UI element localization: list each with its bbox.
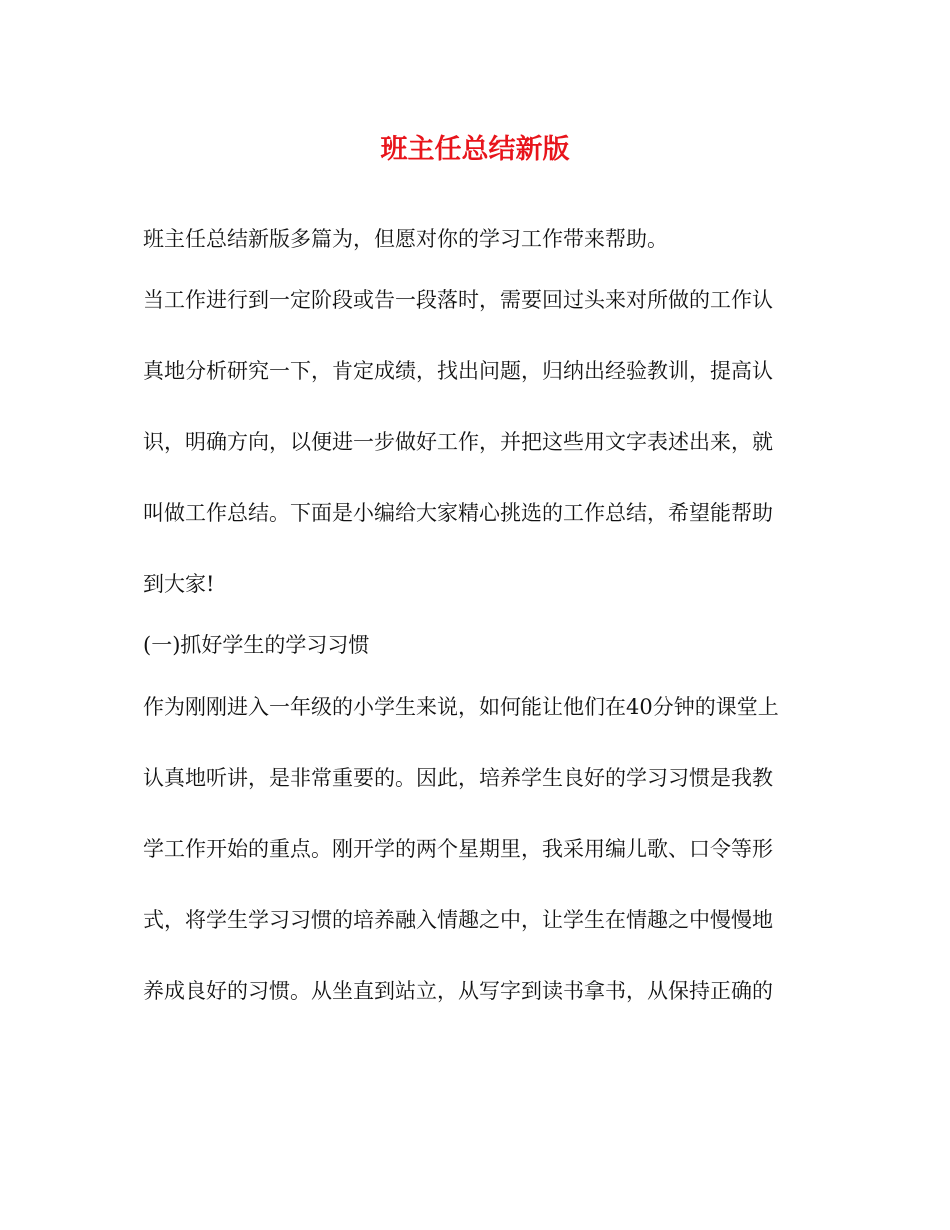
paragraph-line: 认真地听讲，是非常重要的。因此，培养学生良好的学习习惯是我教: [143, 766, 773, 790]
paragraph-line: 到大家!: [143, 572, 215, 596]
section-heading: (一)抓好学生的学习习惯: [143, 633, 370, 657]
paragraph-line: 叫做工作总结。下面是小编给大家精心挑选的工作总结，希望能帮助: [143, 501, 773, 525]
paragraph-line: 当工作进行到一定阶段或告一段落时，需要回过头来对所做的工作认: [143, 288, 773, 312]
document-title: 班主任总结新版: [380, 134, 570, 165]
paragraph-line: 学工作开始的重点。刚开学的两个星期里，我采用编儿歌、口令等形: [143, 837, 773, 861]
intro-line: 班主任总结新版多篇为，但愿对你的学习工作带来帮助。: [143, 227, 668, 251]
paragraph-line: 养成良好的习惯。从坐直到站立，从写字到读书拿书，从保持正确的: [143, 979, 773, 1003]
paragraph-line: 式，将学生学习习惯的培养融入情趣之中，让学生在情趣之中慢慢地: [143, 908, 773, 932]
paragraph-line: 识，明确方向，以便进一步做好工作，并把这些用文字表述出来，就: [143, 430, 773, 454]
paragraph-line: 作为刚刚进入一年级的小学生来说，如何能让他们在40分钟的课堂上: [143, 695, 779, 719]
paragraph-line: 真地分析研究一下，肯定成绩，找出问题，归纳出经验教训，提高认: [143, 359, 773, 383]
